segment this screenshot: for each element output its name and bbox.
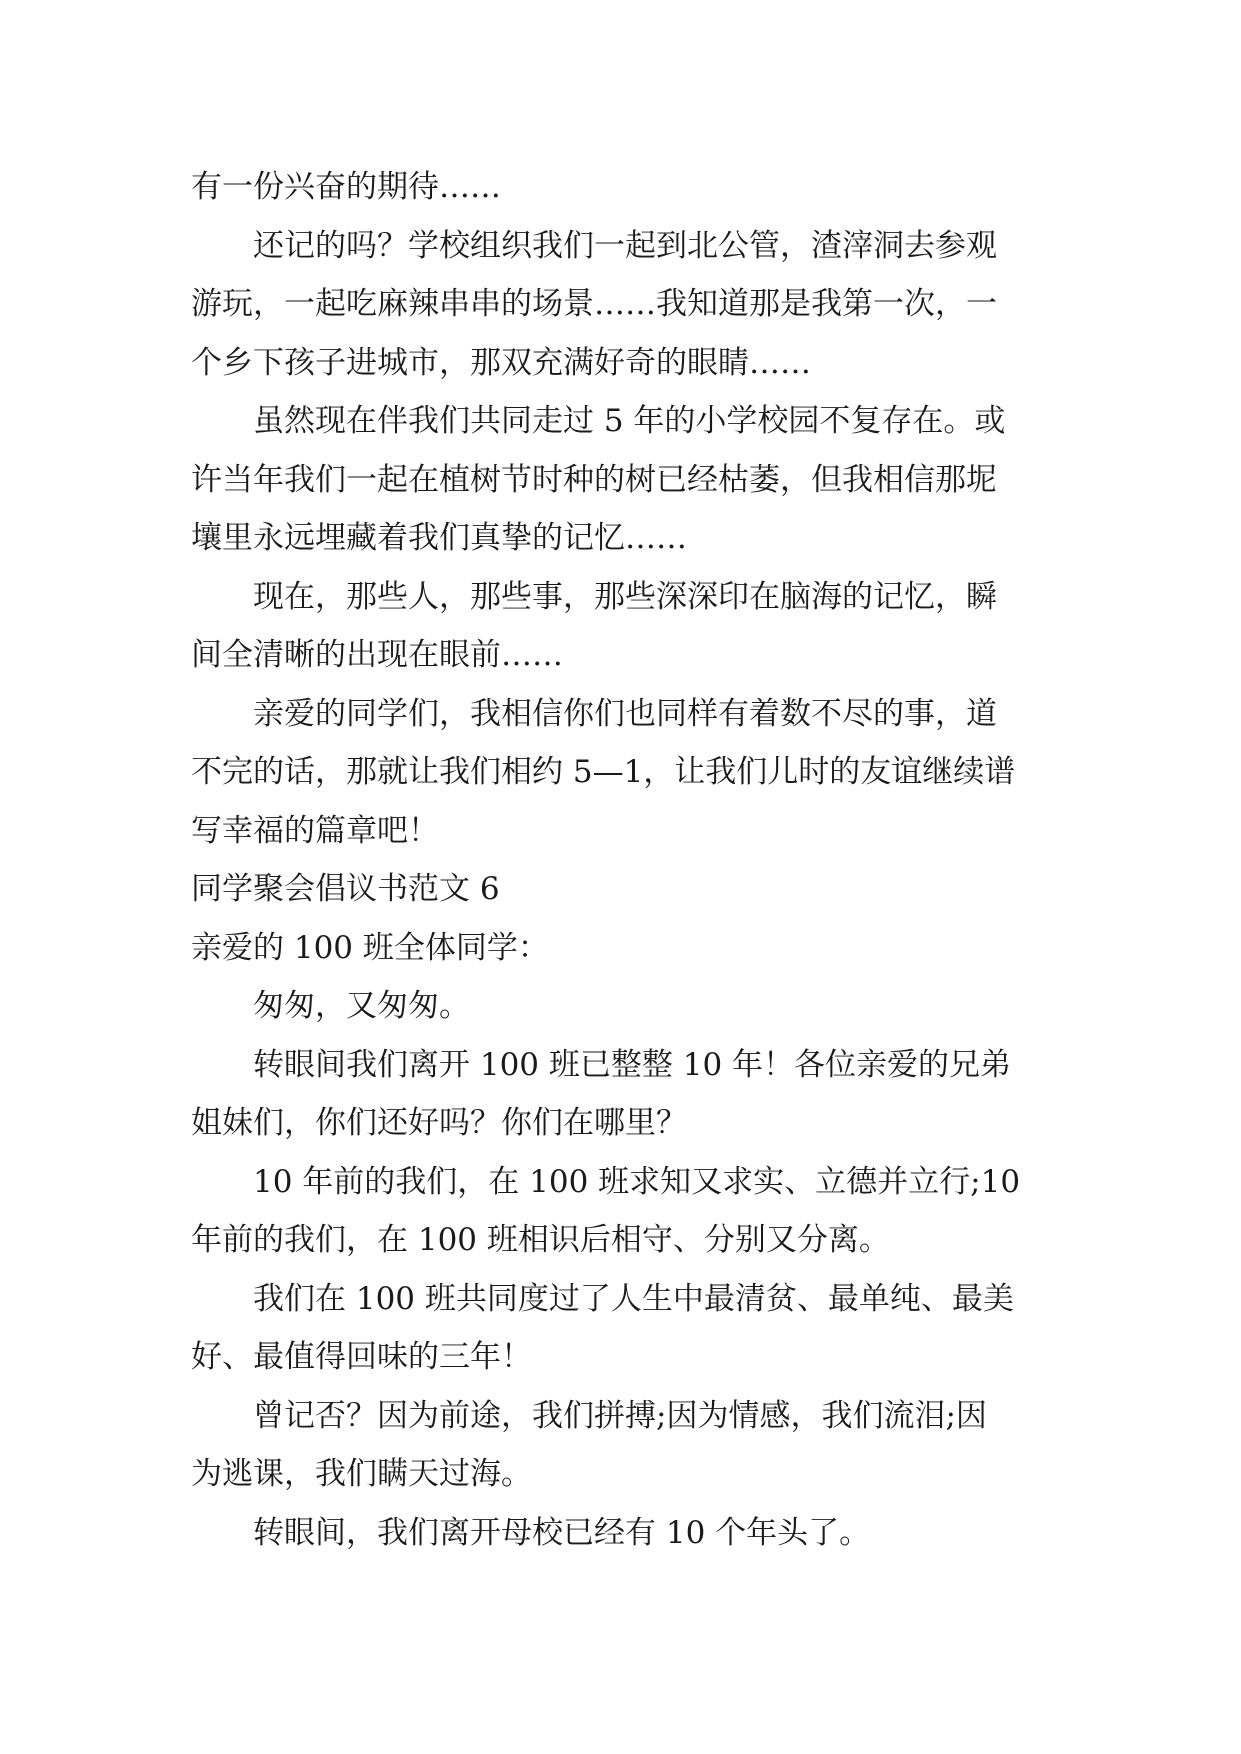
text-line: 有一份兴奋的期待…… [191,169,501,205]
text-line: 好、最值得回味的三年！ [191,1339,532,1375]
text-line: 转眼间，我们离开母校已经有 10 个年头了。 [253,1514,871,1551]
text-line: 转眼间我们离开 100 班已整整 10 年！各位亲爱的兄弟 [253,1046,1012,1083]
text-line: 不完的话，那就让我们相约 5—1，让我们儿时的友谊继续谱 [191,754,1016,790]
text-line: 我们在 100 班共同度过了人生中最清贫、最单纯、最美 [253,1280,1014,1317]
text-line: 壤里永远埋藏着我们真挚的记忆…… [191,520,687,556]
text-line: 10 年前的我们，在 100 班求知又求实、立德并立行;10 [253,1163,1021,1200]
text-line: 亲爱的同学们，我相信你们也同样有着数不尽的事，道 [253,695,997,732]
text-line: 写幸福的篇章吧！ [191,812,439,849]
text-line: 现在，那些人，那些事，那些深深印在脑海的记忆，瞬 [253,578,997,615]
text-line: 曾记否？因为前途，我们拼搏;因为情感，我们流泪;因 [253,1397,987,1434]
salutation: 亲爱的 100 班全体同学： [191,929,549,966]
text-line: 匆匆，又匆匆。 [253,988,470,1024]
text-line: 姐妹们，你们还好吗？你们在哪里？ [191,1105,687,1141]
text-line: 游玩，一起吃麻辣串串的场景……我知道那是我第一次，一 [191,286,997,322]
text-line: 许当年我们一起在植树节时种的树已经枯萎，但我相信那坭 [191,461,997,498]
text-line: 个乡下孩子进城市，那双充满好奇的眼睛…… [191,344,811,381]
section-heading: 同学聚会倡议书范文 6 [191,871,500,907]
text-line: 间全清晰的出现在眼前…… [191,637,563,673]
text-line: 还记的吗？学校组织我们一起到北公管，渣滓洞去参观 [253,227,997,264]
text-line: 为逃课，我们瞒天过海。 [191,1456,532,1492]
text-line: 虽然现在伴我们共同走过 5 年的小学校园不复存在。或 [253,403,1006,439]
document-body [191,158,1051,1562]
text-line: 年前的我们，在 100 班相识后相守、分别又分离。 [191,1222,890,1258]
